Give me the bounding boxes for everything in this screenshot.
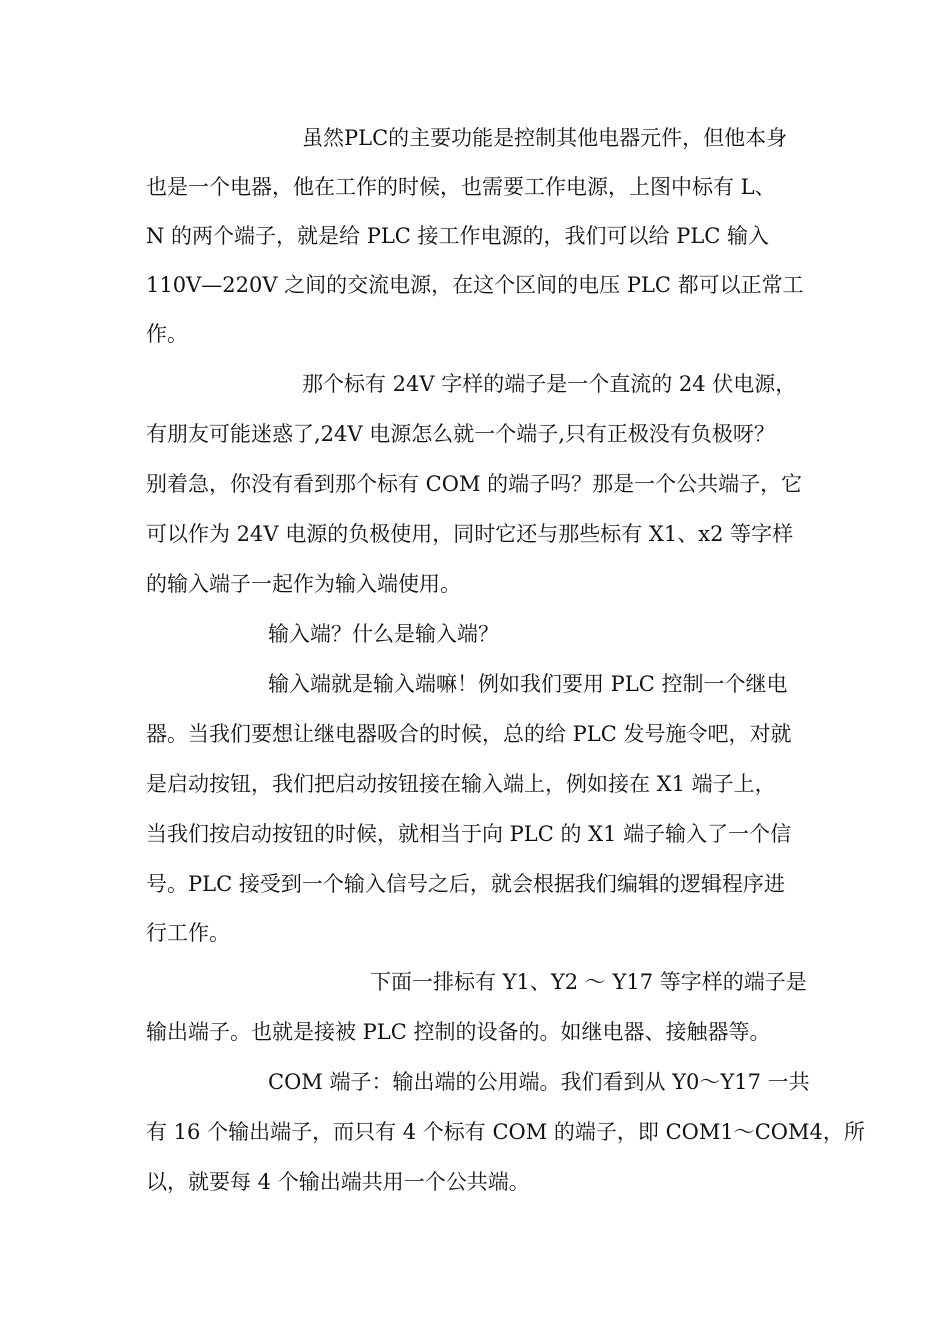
paragraph-2-line-4: 可以作为 24V 电源的负极使用，同时它还与那些标有 X1、x2 等字样 [146,522,794,546]
paragraph-1-line-1: 虽然PLC的主要功能是控制其他电器元件，但他本身 [302,126,788,150]
paragraph-2-line-2: 有朋友可能迷惑了,24V 电源怎么就一个端子,只有正极没有负极呀？ [146,422,775,446]
paragraph-5-line-1: 下面一排标有 Y1、Y2 ～ Y17 等字样的端子是 [370,970,807,994]
paragraph-1-line-5: 作。 [146,322,188,346]
paragraph-1-line-4: 110V—220V 之间的交流电源，在这个区间的电压 PLC 都可以正常工 [146,273,804,297]
paragraph-4-line-5: 号。PLC 接受到一个输入信号之后，就会根据我们编辑的逻辑程序进 [146,872,785,896]
paragraph-2-line-3: 别着急，你没有看到那个标有 COM 的端子吗？那是一个公共端子，它 [146,472,803,496]
paragraph-4-line-6: 行工作。 [146,921,230,945]
paragraph-4-line-2: 器。当我们要想让继电器吸合的时候，总的给 PLC 发号施令吧，对就 [146,722,792,746]
paragraph-2-line-5: 的输入端子一起作为输入端使用。 [146,572,461,596]
paragraph-3-line-1: 输入端？什么是输入端？ [268,622,499,646]
paragraph-4-line-3: 是启动按钮，我们把启动按钮接在输入端上，例如接在 X1 端子上， [146,772,776,796]
paragraph-1-line-2: 也是一个电器，他在工作的时候，也需要工作电源，上图中标有 L、 [146,175,776,199]
paragraph-1-line-3: N 的两个端子，就是给 PLC 接工作电源的，我们可以给 PLC 输入 [146,224,770,248]
paragraph-6-line-1: COM 端子：输出端的公用端。我们看到从 Y0～Y17 一共 [268,1070,810,1094]
paragraph-5-line-2: 输出端子。也就是接被 PLC 控制的设备的。如继电器、接触器等。 [146,1020,771,1044]
paragraph-6-line-2: 有 16 个输出端子，而只有 4 个标有 COM 的端子，即 COM1～COM4，所 [146,1120,865,1144]
paragraph-4-line-1: 输入端就是输入端嘛！例如我们要用 PLC 控制一个继电 [268,672,788,696]
paragraph-4-line-4: 当我们按启动按钮的时候，就相当于向 PLC 的 X1 端子输入了一个信 [146,822,792,846]
paragraph-6-line-3: 以，就要每 4 个输出端共用一个公共端。 [146,1170,530,1194]
paragraph-2-line-1: 那个标有 24V 字样的端子是一个直流的 24 伏电源， [302,372,797,396]
